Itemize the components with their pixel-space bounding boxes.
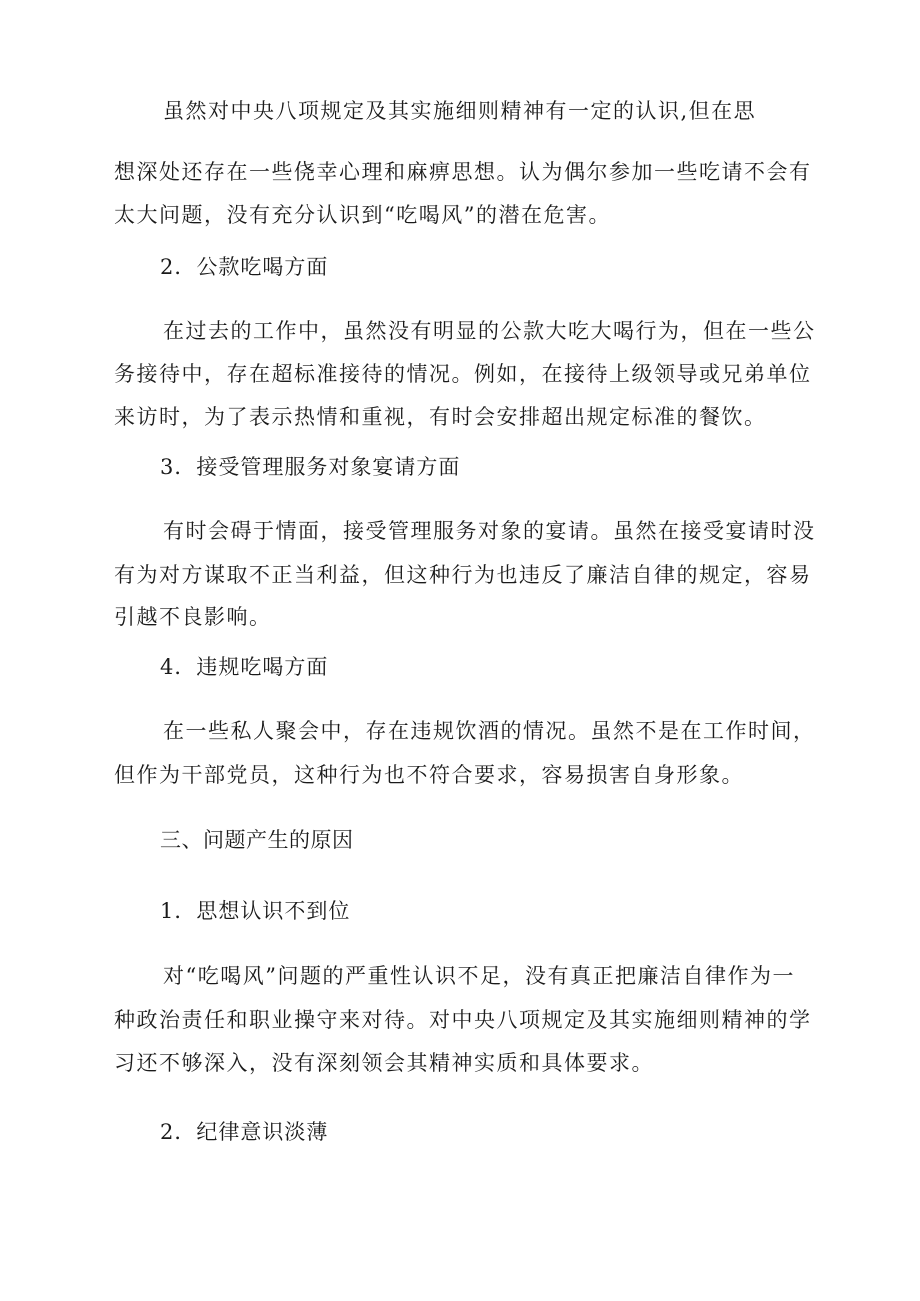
paragraph-line: 对“吃喝风”问题的严重性认识不足，没有真正把廉洁自律作为一 — [163, 964, 795, 988]
paragraph-line: 但作为干部党员，这种行为也不符合要求，容易损害自身形象。 — [114, 763, 744, 787]
paragraph-line: 引越不良影响。 — [114, 605, 272, 629]
section-subheading: 2．纪律意识淡薄 — [160, 1120, 329, 1144]
section-heading: 三、问题产生的原因 — [160, 828, 354, 852]
paragraph-line: 种政治责任和职业操守来对待。对中央八项规定及其实施细则精神的学 — [114, 1008, 812, 1032]
section-subheading: 3．接受管理服务对象宴请方面 — [160, 455, 461, 479]
paragraph-line: 虽然对中央八项规定及其实施细则精神有一定的认识,但在思 — [163, 99, 757, 123]
paragraph-line: 在一些私人聚会中，存在违规饮酒的情况。虽然不是在工作时间， — [163, 719, 816, 743]
section-subheading: 2．公款吃喝方面 — [160, 255, 329, 279]
paragraph-line: 务接待中，存在超标准接待的情况。例如，在接待上级领导或兄弟单位 — [114, 362, 812, 386]
paragraph-line: 想深处还存在一些侥幸心理和麻痹思想。认为偶尔参加一些吃请不会有 — [114, 160, 812, 184]
paragraph-line: 有时会碍于情面，接受管理服务对象的宴请。虽然在接受宴请时没 — [163, 519, 816, 543]
paragraph-line: 在过去的工作中，虽然没有明显的公款大吃大喝行为，但在一些公 — [163, 319, 816, 343]
paragraph-line: 有为对方谋取不正当利益，但这种行为也违反了廉洁自律的规定，容易 — [114, 563, 812, 587]
paragraph-line: 太大问题，没有充分认识到“吃喝风”的潜在危害。 — [114, 203, 611, 227]
section-subheading: 4．违规吃喝方面 — [160, 655, 329, 679]
section-subheading: 1．思想认识不到位 — [160, 899, 351, 923]
paragraph-line: 习还不够深入，没有深刻领会其精神实质和具体要求。 — [114, 1051, 654, 1075]
paragraph-line: 来访时，为了表示热情和重视，有时会安排超出规定标准的餐饮。 — [114, 405, 767, 429]
